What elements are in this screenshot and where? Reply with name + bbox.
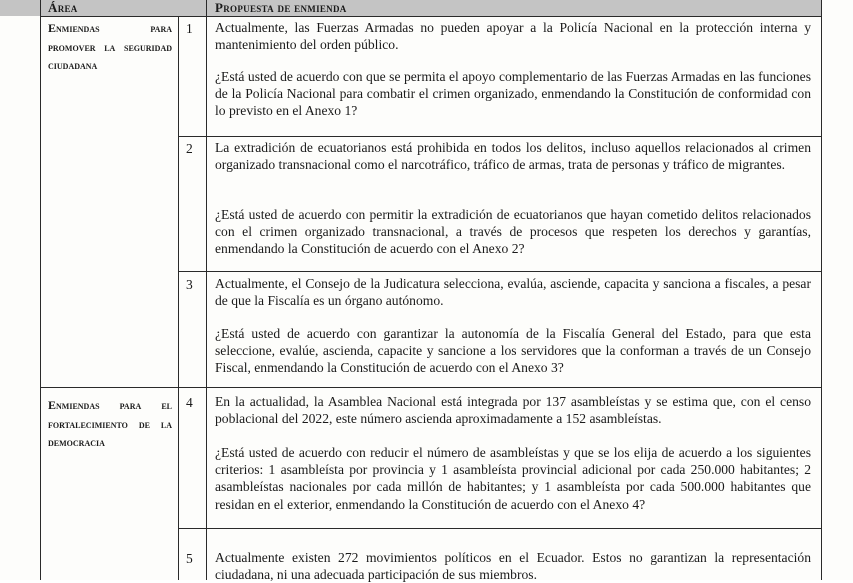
area-label-democracia: Enmiendas para el fortalecimiento de la democracia bbox=[48, 398, 172, 449]
column-header-area: Área bbox=[48, 0, 78, 15]
row-number-5: 5 bbox=[186, 551, 193, 566]
table-header-background bbox=[0, 0, 822, 16]
row-5-context: Actualmente existen 272 movimientos políticos en el Ecuador. Estos no garantizan la representación ciudadana, ni una adecuada participación de sus miembros. bbox=[215, 550, 811, 583]
row-1-question: ¿Está usted de acuerdo con que se permita el apoyo complementario de las Fuerzas Armadas en las funciones de la Policía Nacional para combatir el crimen organizado, enmendando la Constitución de conformidad con lo previsto en el Anexo 1? bbox=[215, 69, 811, 119]
area-label-seguridad: Enmiendas para promover la seguridad ciudadana bbox=[48, 21, 172, 72]
row-4-question: ¿Está usted de acuerdo con reducir el número de asambleístas y que se los elija de acuerdo a los siguientes criterios: 1 asambleísta por provincia y 1 asambleísta provincial adicional por cada 250.000 habitantes; 2 asambleístas nacionales por cada millón de habitantes; y 1 asambleísta por cada 500.000 habitantes que residan en el exterior, enmendando la Constitución de acuerdo con el Anexo 4? bbox=[215, 445, 811, 512]
table-rule bbox=[40, 16, 822, 17]
row-number-4: 4 bbox=[186, 395, 193, 410]
table-rule bbox=[178, 16, 179, 580]
table-rule bbox=[178, 271, 822, 272]
row-2-context: La extradición de ecuatorianos está prohibida en todos los delitos, incluso aquellos relacionados al crimen organizado transnacional como el narcotráfico, tráfico de armas, trata de personas y tráfico de migrantes. bbox=[215, 140, 811, 173]
row-3-question: ¿Está usted de acuerdo con garantizar la autonomía de la Fiscalía General del Estado, para que esta seleccione, evalúe, ascienda, capacite y sancione a los servidores que la conforman a través de un Consejo Fiscal, enmendando la Constitución de acuerdo con el Anexo 3? bbox=[215, 326, 811, 376]
column-header-proposal: Propuesta de enmienda bbox=[215, 0, 347, 15]
row-number-3: 3 bbox=[186, 277, 193, 292]
row-3-context: Actualmente, el Consejo de la Judicatura selecciona, evalúa, asciende, capacita y sanciona a fiscales, a pesar de que la Fiscalía es un órgano autónomo. bbox=[215, 276, 811, 309]
table-rule bbox=[821, 0, 822, 580]
row-number-1: 1 bbox=[186, 21, 193, 36]
table-rule bbox=[40, 387, 822, 388]
table-rule bbox=[178, 136, 822, 137]
table-rule bbox=[40, 0, 41, 580]
row-2-question: ¿Está usted de acuerdo con permitir la extradición de ecuatorianos que hayan cometido delitos relacionados con el crimen organizado transnacional, a través de procesos que respeten los derechos y garantías, enmendando la Constitución de acuerdo con el Anexo 2? bbox=[215, 207, 811, 257]
table-rule bbox=[178, 528, 822, 529]
row-1-context: Actualmente, las Fuerzas Armadas no pueden apoyar a la Policía Nacional en la protección interna y mantenimiento del orden público. bbox=[215, 20, 811, 53]
row-number-2: 2 bbox=[186, 141, 193, 156]
row-4-context: En la actualidad, la Asamblea Nacional está integrada por 137 asambleístas y se estima que, con el censo poblacional del 2022, este número ascienda aproximadamente a 152 asambleístas. bbox=[215, 394, 811, 427]
table-rule bbox=[206, 0, 207, 580]
